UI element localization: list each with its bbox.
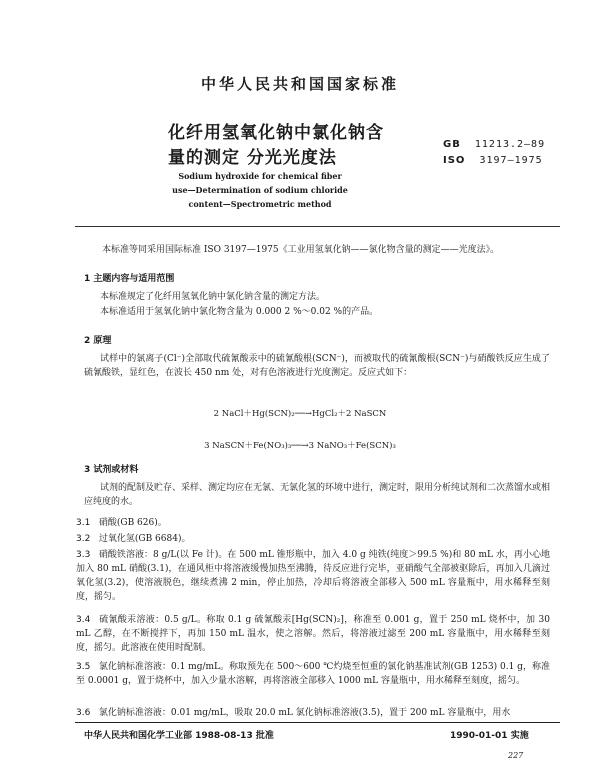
reaction-equation-1: 2 NaCl＋Hg(SCN)₂──→HgCl₂＋2 NaSCN: [213, 409, 387, 419]
effective-date-line: 1990-01-01 实施: [450, 731, 529, 741]
list-item: [76, 516, 550, 530]
item-text: 硫氰酸汞溶液：0.5 g/L。称取 0.1 g 硫氰酸汞[Hg(SCN)₂]，称准至 0.001 g，置于 250 mL 烧杯中，加 30 mL 乙醇，在不断搅拌下，再加 150 mL 温水，使之溶解。然后，将溶液过滤至 200 mL 容量瓶中，用水稀释至刻度，摇匀。此溶液在使用时配制。: [76, 615, 550, 653]
list-item: [76, 532, 550, 546]
iso-number: 3197—1975: [479, 155, 543, 166]
footer-divider: [75, 722, 560, 723]
section-1-heading: 1 主题内容与适用范围: [84, 274, 175, 284]
list-item: [76, 548, 550, 604]
item-number: 3.2: [76, 534, 91, 544]
section-2-paragraph: 试样中的氯离子(Cl⁻)全部取代硫氰酸汞中的硫氰酸根(SCN⁻)，而被取代的硫氰酸根(SCN⁻)与硝酸铁反应生成了硫氰酸铁，显红色，在波长 450 nm 处，对有色溶液进行光度测定。反应式如下：: [84, 354, 550, 378]
gb-number: 11213.2—89: [474, 139, 546, 150]
gb-prefix: GB: [443, 139, 461, 150]
intro-paragraph: 本标准等同采用国际标准 ISO 3197—1975《工业用氢氧化钠——氯化物含量的测定——光度法》。: [102, 245, 500, 255]
section-3-paragraph: 试剂的配制及贮存、采样、测定均应在无氯、无氯化氢的环境中进行，测定时，限用分析纯试剂和二次蒸馏水或相应纯度的水。: [84, 483, 551, 507]
approval-line: 中华人民共和国化学工业部 1988-08-13 批准: [84, 731, 274, 741]
section-3-heading: 3 试剂或材料: [84, 465, 139, 475]
gb-standard-number: [443, 139, 545, 150]
document-title-line1: 化纤用氢氧化钠中氯化钠含: [168, 123, 384, 143]
item-number: 3.6: [76, 708, 91, 718]
header-divider: [75, 226, 560, 227]
list-item: [76, 660, 550, 688]
list-item: [76, 613, 550, 655]
section-1-paragraph-2: 本标准适用于氢氧化钠中氯化物含量为 0.000 2 %～0.02 %的产品。: [100, 307, 379, 317]
english-title-line1: Sodium hydroxide for chemical fiber: [178, 171, 342, 181]
english-title-line3: content—Spectrometric method: [188, 199, 332, 209]
item-text: 过氧化氢(GB 6684)。: [98, 534, 191, 544]
english-title-line2: use—Determination of sodium chloride: [172, 185, 348, 195]
item-number: 3.5: [76, 662, 91, 672]
item-text: 氯化钠标准溶液：0.01 mg/mL，吸取 20.0 mL 氯化钠标准溶液(3.5)，置于 200 mL 容量瓶中，用水: [98, 708, 511, 718]
item-text: 硝酸铁溶液：8 g/L(以 Fe 计)。在 500 mL 锥形瓶中，加入 4.0 g 纯铁(纯度＞99.5 %)和 80 mL 水，再小心地加入 80 mL 硝酸(3.1)，在通风柜中将溶液缓慢加热至沸腾，待反应进行完毕，亚硝酸气全部被驱除后，再加入几滴过氧化氢(3.2)，使溶液脱色，继续煮沸 2 min，停止加热，冷却后将溶液全部移入 500 mL 容量瓶中，用水稀释至刻度，摇匀。: [76, 550, 550, 602]
list-item: [76, 706, 550, 720]
section-1-paragraph-1: 本标准规定了化纤用氢氧化钠中氯化钠含量的测定方法。: [100, 292, 326, 302]
item-text: 硝酸(GB 626)。: [98, 518, 167, 528]
iso-prefix: ISO: [443, 155, 466, 166]
reaction-equation-2: 3 NaSCN＋Fe(NO₃)₃──→3 NaNO₃＋Fe(SCN)₃: [204, 441, 396, 451]
section-2-heading: 2 原理: [84, 336, 112, 346]
item-number: 3.4: [76, 615, 91, 625]
document-title-line2: 量的测定 分光光度法: [168, 148, 337, 168]
item-number: 3.3: [76, 550, 91, 560]
page-number: 227: [508, 751, 524, 760]
item-number: 3.1: [76, 518, 91, 528]
iso-standard-number: [443, 155, 543, 166]
issuing-organization: 中华人民共和国国家标准: [200, 75, 399, 93]
item-text: 氯化钠标准溶液：0.1 mg/mL。称取预先在 500～600 ℃灼烧至恒重的氯化钠基准试剂(GB 1253) 0.1 g，称准至 0.0001 g，置于烧杯中，加入少量水溶解，再将溶液全部移入 1000 mL 容量瓶中，用水稀释至刻度，摇匀。: [76, 662, 550, 686]
